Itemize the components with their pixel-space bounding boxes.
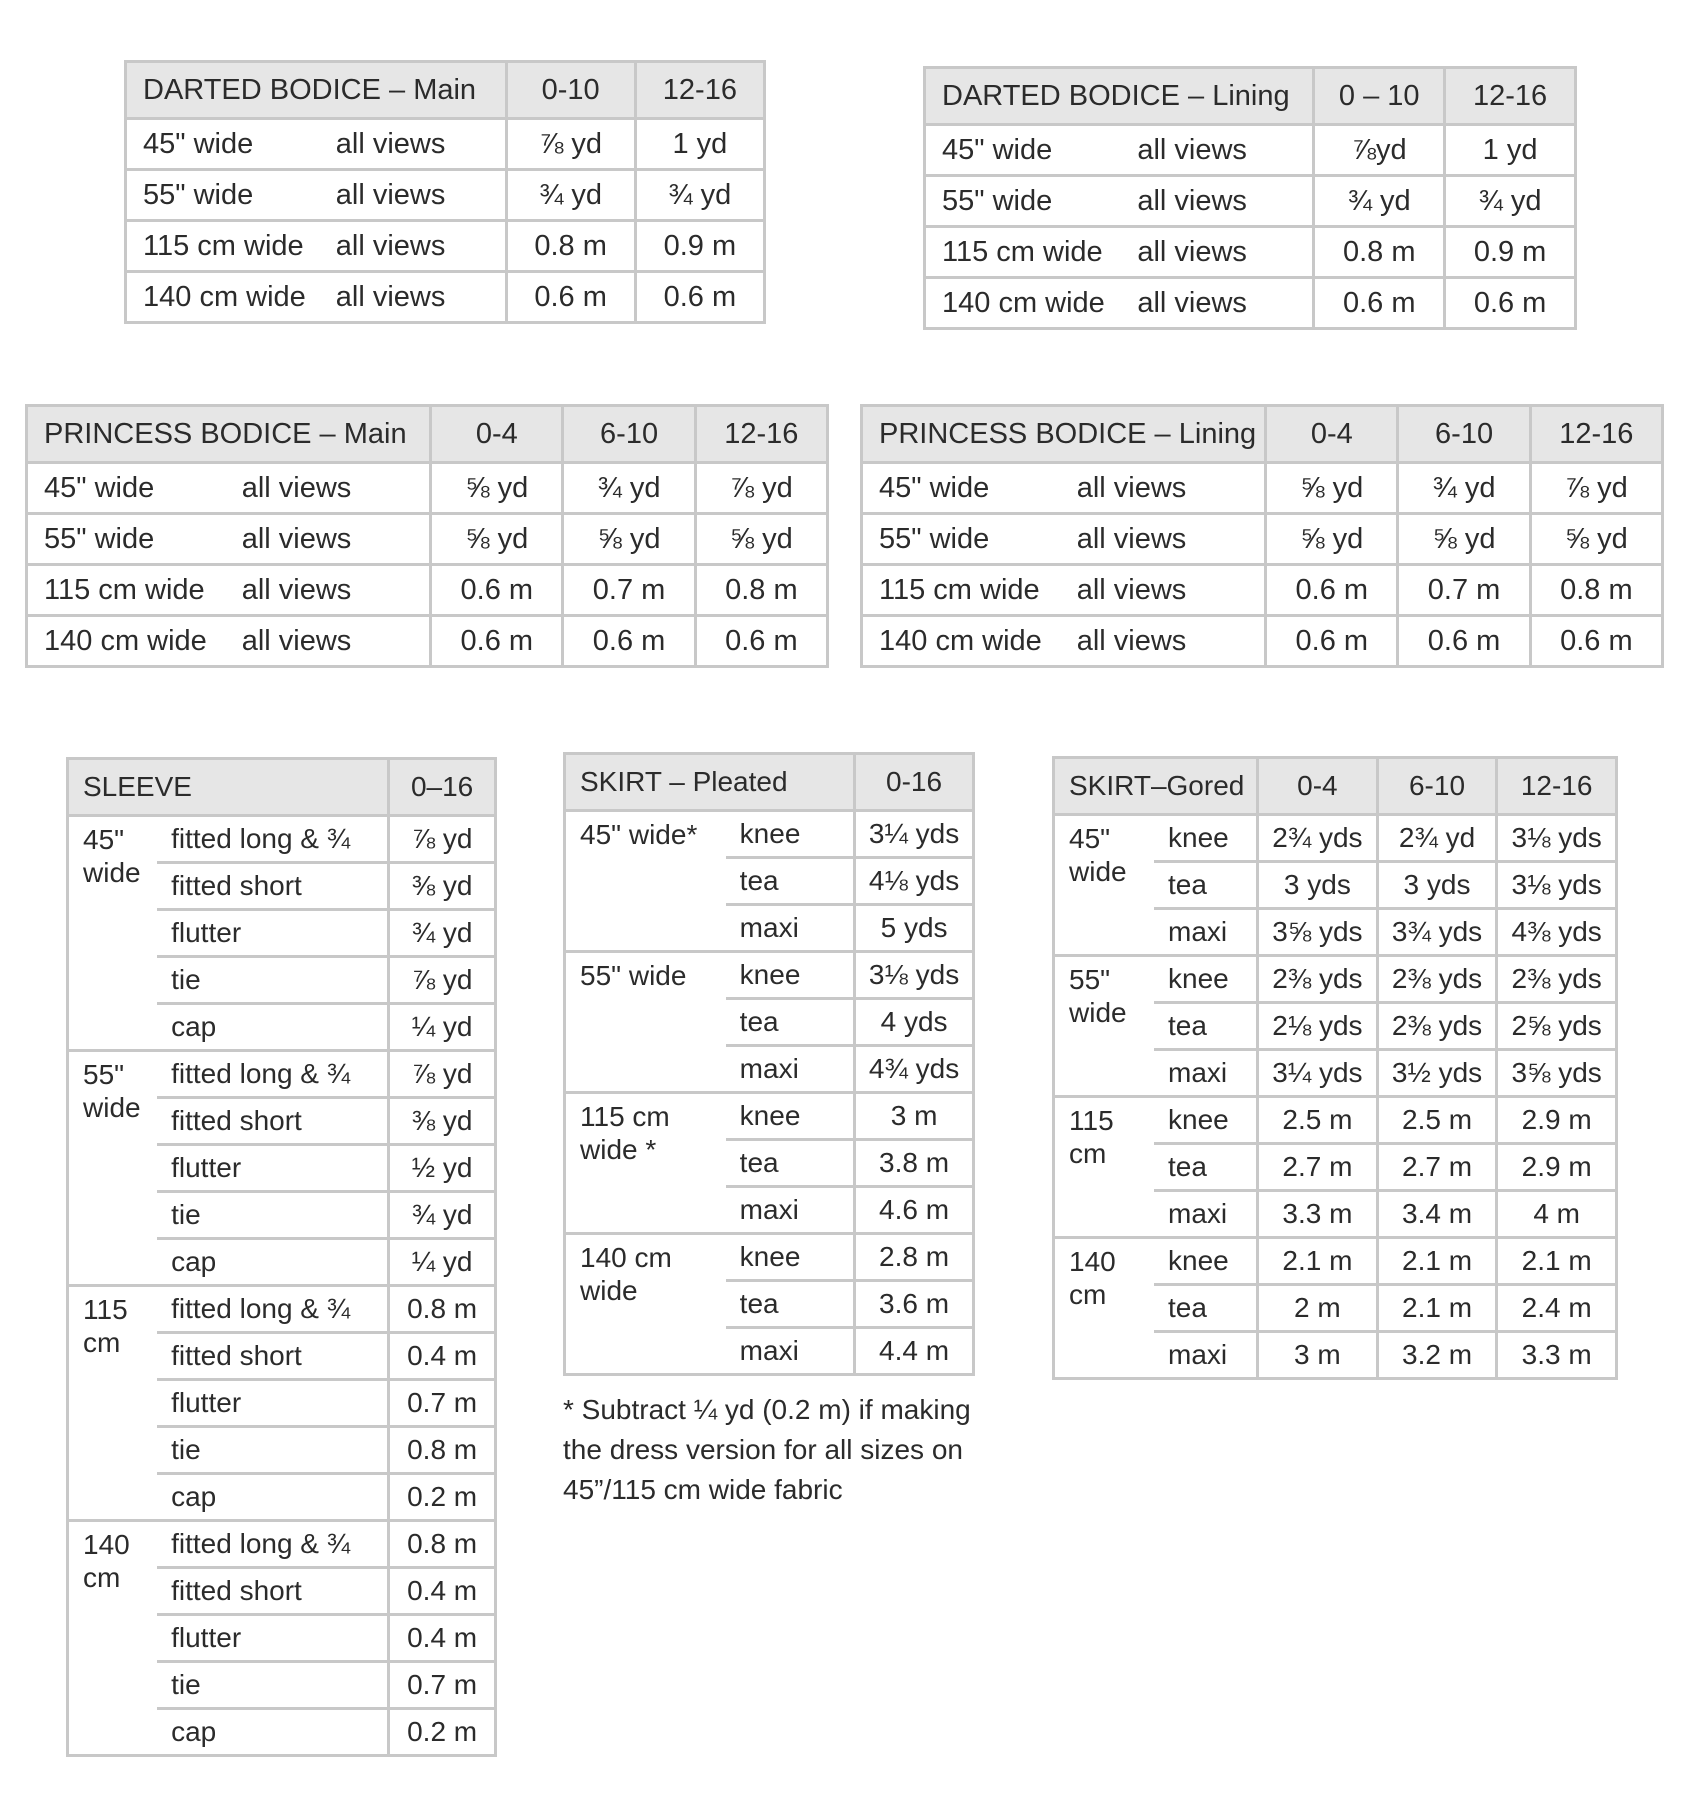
table-row [68,1286,496,1333]
table-title: PRINCESS BODICE – Lining [862,406,1266,463]
table-row [68,1521,496,1568]
fabric-width: 55" wide [925,176,1138,227]
view-label: all views [1137,227,1314,278]
yardage-value: 3⅛ yds [1497,815,1617,862]
size-header: 12-16 [695,406,827,463]
yardage-value: 0.6 m [431,565,563,616]
fabric-width: 140 cm wide [565,1234,726,1375]
yardage-value: ⅞ yd [389,1051,496,1098]
yardage-value: 0.6 m [1266,616,1398,667]
yardage-value: 2.9 m [1497,1144,1617,1191]
size-header: 12-16 [1530,406,1662,463]
style-label: knee [726,952,855,999]
yardage-value: 3½ yds [1377,1050,1497,1097]
table-row [27,565,828,616]
yardage-value: 2⅜ yds [1258,956,1378,1003]
yardage-value: 2⅛ yds [1258,1003,1378,1050]
yardage-value: 3 yds [1377,862,1497,909]
table-row [68,816,496,863]
fabric-width: 115 cm wide [925,227,1138,278]
yardage-value: 0.6 m [1314,278,1445,329]
table-row [862,463,1663,514]
yardage-value: ⅞ yd [1530,463,1662,514]
fabric-width: 140 cm [1054,1238,1155,1379]
yardage-value: 0.7 m [563,565,695,616]
yardage-value: 0.6 m [431,616,563,667]
yardage-value: 0.7 m [389,1380,496,1427]
yardage-value: ⅝ yd [431,463,563,514]
yardage-value: ¾ yd [1445,176,1576,227]
style-label: tea [726,1281,855,1328]
yardage-value: 2.4 m [1497,1285,1617,1332]
fabric-width: 45" wide [27,463,242,514]
style-label: fitted long & ¾ [157,816,389,863]
yardage-value: 0.4 m [389,1333,496,1380]
yardage-value: 4⅜ yds [1497,909,1617,956]
fabric-width: 45" wide [862,463,1077,514]
table-row [126,170,765,221]
size-header: 0–16 [389,759,496,816]
size-header: 12-16 [635,62,764,119]
style-label: fitted short [157,1098,389,1145]
table-row [27,514,828,565]
sleeve-table [66,757,497,1757]
yardage-value: ¾ yd [389,1192,496,1239]
yardage-value: 2⅜ yds [1377,1003,1497,1050]
fabric-width: 140 cm wide [126,272,336,323]
yardage-value: ⅝ yd [695,514,827,565]
yardage-value: 3 m [855,1093,974,1140]
size-header: 6-10 [1377,758,1497,815]
style-label: cap [157,1709,389,1756]
yardage-value: 1 yd [1445,125,1576,176]
yardage-value: 0.4 m [389,1568,496,1615]
yardage-value: ¾ yd [1314,176,1445,227]
yardage-value: 0.7 m [1398,565,1530,616]
style-label: cap [157,1474,389,1521]
yardage-value: 4.4 m [855,1328,974,1375]
yardage-value: 0.6 m [1398,616,1530,667]
yardage-value: 3 m [1258,1332,1378,1379]
header-row [565,754,974,811]
yardage-value: ¼ yd [389,1239,496,1286]
yardage-value: 3⅛ yds [1497,862,1617,909]
darted-bodice-main-table [124,60,766,324]
style-label: tea [1154,862,1258,909]
darted-bodice-lining-table [923,66,1577,330]
table-title: SKIRT–Gored [1054,758,1258,815]
size-header: 0-4 [1258,758,1378,815]
yardage-value: 0.8 m [389,1286,496,1333]
style-label: tea [1154,1003,1258,1050]
view-label: all views [1137,278,1314,329]
style-label: maxi [726,1187,855,1234]
size-header: 0-4 [431,406,563,463]
style-label: knee [1154,815,1258,862]
style-label: tea [726,999,855,1046]
table-row [565,952,974,999]
yardage-value: ¾ yd [563,463,695,514]
view-label: all views [242,565,431,616]
table-row [862,565,1663,616]
style-label: flutter [157,1615,389,1662]
table-row [126,119,765,170]
style-label: knee [726,1234,855,1281]
yardage-value: 0.2 m [389,1709,496,1756]
view-label: all views [1137,176,1314,227]
view-label: all views [1077,463,1266,514]
fabric-width: 140 cm wide [27,616,242,667]
header-row [862,406,1663,463]
yardage-value: 0.8 m [506,221,635,272]
style-label: maxi [1154,1332,1258,1379]
table-row [925,176,1576,227]
yardage-value: 0.8 m [389,1427,496,1474]
header-row [27,406,828,463]
yardage-value: ⅝ yd [431,514,563,565]
fabric-width: 45" wide [126,119,336,170]
yardage-value: 3.6 m [855,1281,974,1328]
size-header: 6-10 [1398,406,1530,463]
yardage-value: 2.9 m [1497,1097,1617,1144]
yardage-value: 4 yds [855,999,974,1046]
style-label: tea [1154,1285,1258,1332]
yardage-value: 0.8 m [695,565,827,616]
style-label: fitted short [157,1333,389,1380]
view-label: all views [242,463,431,514]
yardage-value: 0.7 m [389,1662,496,1709]
yardage-value: ⅞ yd [389,816,496,863]
table-title: DARTED BODICE – Lining [925,68,1314,125]
yardage-value: 2 m [1258,1285,1378,1332]
table-row [1054,815,1617,862]
fabric-width: 45" wide* [565,811,726,952]
skirt-gored-table [1052,756,1618,1380]
fabric-width: 55" wide [1054,956,1155,1097]
style-label: tea [726,858,855,905]
yardage-value: ½ yd [389,1145,496,1192]
yardage-value: ⅜ yd [389,1098,496,1145]
table-row [862,514,1663,565]
yardage-value: 3.3 m [1258,1191,1378,1238]
table-row [1054,956,1617,1003]
yardage-value: ¾ yd [635,170,764,221]
table-row [27,463,828,514]
style-label: tea [1154,1144,1258,1191]
skirt-pleated-table [563,752,975,1376]
yardage-value: 2.1 m [1377,1238,1497,1285]
yardage-value: 0.6 m [635,272,764,323]
table-row [565,1093,974,1140]
fabric-width: 140 cm wide [862,616,1077,667]
yardage-value: 2.1 m [1377,1285,1497,1332]
fabric-width: 55" wide [862,514,1077,565]
table-row [862,616,1663,667]
table-title: SLEEVE [68,759,389,816]
style-label: tie [157,1192,389,1239]
style-label: flutter [157,1145,389,1192]
size-header: 0-4 [1266,406,1398,463]
yardage-value: 4¾ yds [855,1046,974,1093]
fabric-width: 115 cm wide [126,221,336,272]
style-label: maxi [726,1046,855,1093]
princess-bodice-lining-table [860,404,1664,668]
yardage-value: 0.2 m [389,1474,496,1521]
table-row [27,616,828,667]
style-label: flutter [157,1380,389,1427]
yardage-value: ¼ yd [389,1004,496,1051]
header-row [68,759,496,816]
skirt-footnote: * Subtract ¼ yd (0.2 m) if making the dress version for all sizes on 45”/115 cm wide fabric [563,1394,971,1505]
view-label: all views [1077,565,1266,616]
table-row [68,1051,496,1098]
style-label: cap [157,1239,389,1286]
table-title: PRINCESS BODICE – Main [27,406,431,463]
size-header: 6-10 [563,406,695,463]
style-label: maxi [1154,909,1258,956]
yardage-value: 0.9 m [635,221,764,272]
table-row [1054,1238,1617,1285]
yardage-value: 2¾ yds [1258,815,1378,862]
style-label: tie [157,1662,389,1709]
yardage-value: 0.8 m [1530,565,1662,616]
yardage-value: 0.6 m [506,272,635,323]
fabric-width: 55" wide [27,514,242,565]
yardage-value: ⅞ yd [506,119,635,170]
size-header: 0-10 [506,62,635,119]
yardage-value: 0.6 m [1445,278,1576,329]
size-header: 0 – 10 [1314,68,1445,125]
yardage-value: 2.5 m [1377,1097,1497,1144]
fabric-width: 55" wide [565,952,726,1093]
yardage-value: ¾ yd [506,170,635,221]
yardage-value: 2.8 m [855,1234,974,1281]
yardage-value: 0.8 m [1314,227,1445,278]
style-label: fitted long & ¾ [157,1521,389,1568]
princess-bodice-main-table [25,404,829,668]
yardage-value: 0.4 m [389,1615,496,1662]
style-label: fitted long & ¾ [157,1286,389,1333]
fabric-width: 115 cm wide [862,565,1077,616]
yardage-value: 2.1 m [1497,1238,1617,1285]
style-label: knee [726,1093,855,1140]
fabric-width: 45" wide [925,125,1138,176]
yardage-value: ¾ yd [1398,463,1530,514]
table-row [925,278,1576,329]
yardage-value: 3⅝ yds [1258,909,1378,956]
yardage-value: ⅞yd [1314,125,1445,176]
view-label: all views [336,272,506,323]
style-label: maxi [1154,1191,1258,1238]
header-row [925,68,1576,125]
style-label: maxi [726,905,855,952]
yardage-value: 4.6 m [855,1187,974,1234]
fabric-width: 140 cm wide [925,278,1138,329]
view-label: all views [242,514,431,565]
yardage-value: 2.7 m [1258,1144,1378,1191]
yardage-value: 3.2 m [1377,1332,1497,1379]
yardage-value: 0.6 m [695,616,827,667]
table-row [925,227,1576,278]
header-row [126,62,765,119]
fabric-width: 45" wide [68,816,158,1051]
style-label: tea [726,1140,855,1187]
fabric-width: 140 cm [68,1521,158,1756]
yardage-value: 3 yds [1258,862,1378,909]
view-label: all views [1077,514,1266,565]
table-row [126,221,765,272]
yardage-value: 4⅛ yds [855,858,974,905]
yardage-value: ⅜ yd [389,863,496,910]
yardage-value: 3¾ yds [1377,909,1497,956]
yardage-value: ⅝ yd [563,514,695,565]
view-label: all views [242,616,431,667]
yardage-value: 0.9 m [1445,227,1576,278]
yardage-value: 3⅝ yds [1497,1050,1617,1097]
style-label: fitted short [157,863,389,910]
style-label: tie [157,1427,389,1474]
style-label: knee [1154,956,1258,1003]
yardage-value: ⅞ yd [389,957,496,1004]
yardage-value: 0.8 m [389,1521,496,1568]
yardage-value: 2.5 m [1258,1097,1378,1144]
size-header: 0-16 [855,754,974,811]
yardage-value: 2.1 m [1258,1238,1378,1285]
yardage-value: 3¼ yds [855,811,974,858]
header-row [1054,758,1617,815]
fabric-width: 115 cm [68,1286,158,1521]
style-label: fitted short [157,1568,389,1615]
table-row [565,1234,974,1281]
yardage-value: 2⅝ yds [1497,1003,1617,1050]
yardage-value: 2.7 m [1377,1144,1497,1191]
view-label: all views [336,119,506,170]
fabric-width: 115 cm wide [27,565,242,616]
yardage-value: 2⅜ yds [1377,956,1497,1003]
yardage-value: ⅝ yd [1398,514,1530,565]
style-label: fitted long & ¾ [157,1051,389,1098]
fabric-width: 45" wide [1054,815,1155,956]
view-label: all views [1077,616,1266,667]
size-header: 12-16 [1497,758,1617,815]
yardage-value: 3¼ yds [1258,1050,1378,1097]
yardage-value: 2⅜ yds [1497,956,1617,1003]
yardage-value: 3.3 m [1497,1332,1617,1379]
style-label: tie [157,957,389,1004]
style-label: cap [157,1004,389,1051]
view-label: all views [1137,125,1314,176]
table-row [925,125,1576,176]
yardage-value: ⅝ yd [1530,514,1662,565]
view-label: all views [336,170,506,221]
yardage-value: 3.4 m [1377,1191,1497,1238]
fabric-width: 115 cm [1054,1097,1155,1238]
yardage-value: ¾ yd [389,910,496,957]
table-row [565,811,974,858]
yardage-value: 0.6 m [1266,565,1398,616]
yardage-value: 4 m [1497,1191,1617,1238]
style-label: knee [1154,1238,1258,1285]
table-row [126,272,765,323]
style-label: knee [1154,1097,1258,1144]
fabric-width: 55" wide [126,170,336,221]
fabric-width: 115 cm wide * [565,1093,726,1234]
style-label: knee [726,811,855,858]
yardage-value: 2¾ yd [1377,815,1497,862]
yardage-value: 1 yd [635,119,764,170]
size-header: 12-16 [1445,68,1576,125]
yardage-value: 3⅛ yds [855,952,974,999]
yardage-value: 5 yds [855,905,974,952]
style-label: flutter [157,910,389,957]
table-title: SKIRT – Pleated [565,754,855,811]
yardage-value: ⅝ yd [1266,514,1398,565]
yardage-value: 0.6 m [1530,616,1662,667]
yardage-value: 0.6 m [563,616,695,667]
view-label: all views [336,221,506,272]
style-label: maxi [1154,1050,1258,1097]
table-row [1054,1097,1617,1144]
yardage-value: 3.8 m [855,1140,974,1187]
fabric-width: 55" wide [68,1051,158,1286]
table-title: DARTED BODICE – Main [126,62,507,119]
style-label: maxi [726,1328,855,1375]
yardage-value: ⅞ yd [695,463,827,514]
yardage-value: ⅝ yd [1266,463,1398,514]
